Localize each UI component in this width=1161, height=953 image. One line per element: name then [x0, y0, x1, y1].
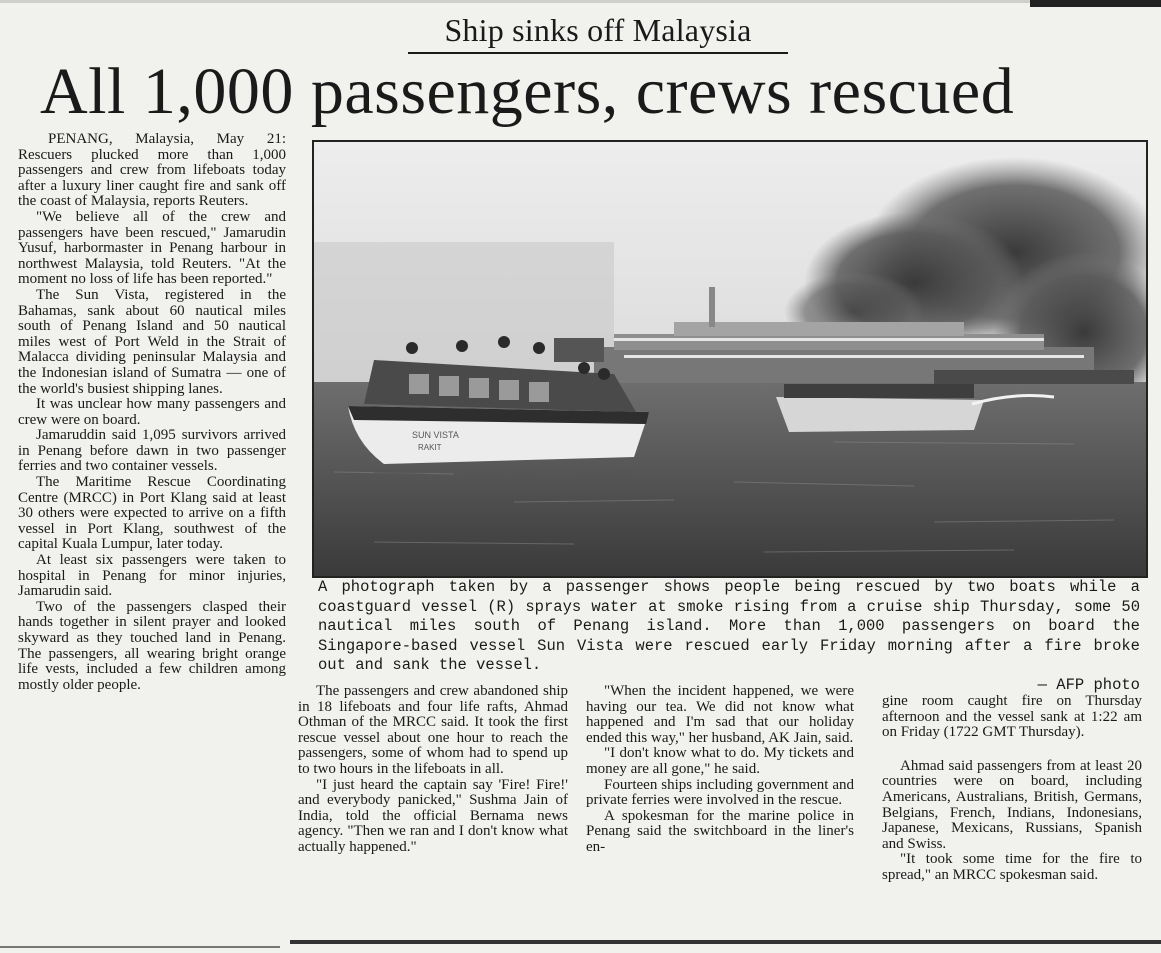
paragraph: Two of the passengers clasped their hands together in silent prayer and looked skyward as they touched land in Penang. The passengers, all wearing bright orange life vests, included a few children among mostly older people.	[18, 598, 286, 693]
paragraph: At least six passengers were taken to hospital in Penang for minor injuries, Jamarudin said.	[18, 552, 286, 600]
paragraph: The Sun Vista, registered in the Bahamas, sank about 60 nautical miles south of Penang Island and 50 nautical miles west of Port Weld in the Strait of Malacca dividing peninsular Malaysia and the Indonesian island of Sumatra — one of the world's busiest shipping lanes.	[18, 286, 286, 397]
article-column-3	[586, 684, 854, 856]
boat-sub-label: RAKIT	[418, 443, 442, 452]
paragraph: A spokesman for the marine police in Penang said the switchboard in the liner's en-	[586, 807, 854, 855]
rescue-scene-image	[314, 142, 1146, 576]
article-column-2	[298, 684, 568, 856]
caption-text: A photograph taken by a passenger shows people being rescued by two boats while a coastguard vessel (R) sprays water at smoke rising from a cruise ship Thursday, some 50 nautical miles south of Penang island. More than 1,000 passengers on board the Singapore-based vessel Sun Vista were rescued early Friday morning after a fire broke out and sank the vessel.	[318, 578, 1140, 674]
paragraph: The passengers and crew abandoned ship in 18 lifeboats and four life rafts, Ahmad Othman of the MRCC said. It took the first rescue vessel about one hour to reach the passengers, some of whom had to spend up to two hours in the lifeboats in all.	[298, 683, 568, 777]
paragraph: Ahmad said passengers from at least 20 countries were on board, including Americans, Australians, British, Germans, Belgians, French, Indians, Indonesians, Japanese, Mexicans, Russians, Spanish and Swiss.	[882, 757, 1142, 852]
paragraph: "We believe all of the crew and passengers have been rescued," Jamarudin Yusuf, harbormaster in Penang harbour in northwest Malaysia, told Reuters. "At the moment no loss of life has been reported."	[18, 208, 286, 288]
article-column-1	[18, 132, 286, 693]
article-kicker: Ship sinks off Malaysia	[444, 12, 752, 48]
paragraph: "It took some time for the fire to spread," an MRCC spokesman said.	[882, 851, 1142, 883]
article-headline: All 1,000 passengers, crews rescued	[40, 55, 1015, 128]
paragraph: PENANG, Malaysia, May 21: Rescuers plucked more than 1,000 passengers and crew from lifeboats today after a luxury liner caught fire and sank off the coast of Malaysia, reports Reuters.	[18, 131, 286, 210]
news-photo	[312, 140, 1148, 578]
top-border	[0, 0, 1161, 3]
article-column-4	[882, 694, 1142, 884]
photo-credit: — AFP photo	[1037, 675, 1140, 694]
paragraph: Jamaruddin said 1,095 survivors arrived in Penang before dawn in two passenger ferries and two container vessels.	[18, 427, 286, 475]
paragraph: "I just heard the captain say 'Fire! Fire!' and everybody panicked," Sushma Jain of India, told the official Bernama news agency. "Then we ran and I don't know what actually happened."	[298, 776, 568, 855]
masthead-fragment	[1030, 0, 1161, 7]
paragraph: Fourteen ships including government and private ferries were involved in the rescue.	[586, 776, 854, 809]
bottom-rule-left	[0, 946, 280, 948]
paragraph: "I don't know what to do. My tickets and money are all gone," he said.	[586, 745, 854, 777]
paragraph: "When the incident happened, we were having our tea. We did not know what happened and I'm sad that our holiday ended this way," her husband, AK Jain, said.	[586, 683, 854, 746]
boat-name-label: SUN VISTA	[412, 430, 459, 440]
paragraph: gine room caught fire on Thursday afternoon and the vessel sank at 1:22 am on Friday (1722 GMT Thursday).	[882, 693, 1142, 741]
photo-caption	[318, 578, 1140, 695]
paragraph: It was unclear how many passengers and crew were on board.	[18, 396, 286, 428]
paragraph: The Maritime Rescue Coordinating Centre (MRCC) in Port Klang said at least 30 others were expected to arrive on a fifth vessel in Port Klang, southwest of the capital Kuala Lumpur, later today.	[18, 474, 286, 553]
bottom-rule	[290, 940, 1161, 944]
